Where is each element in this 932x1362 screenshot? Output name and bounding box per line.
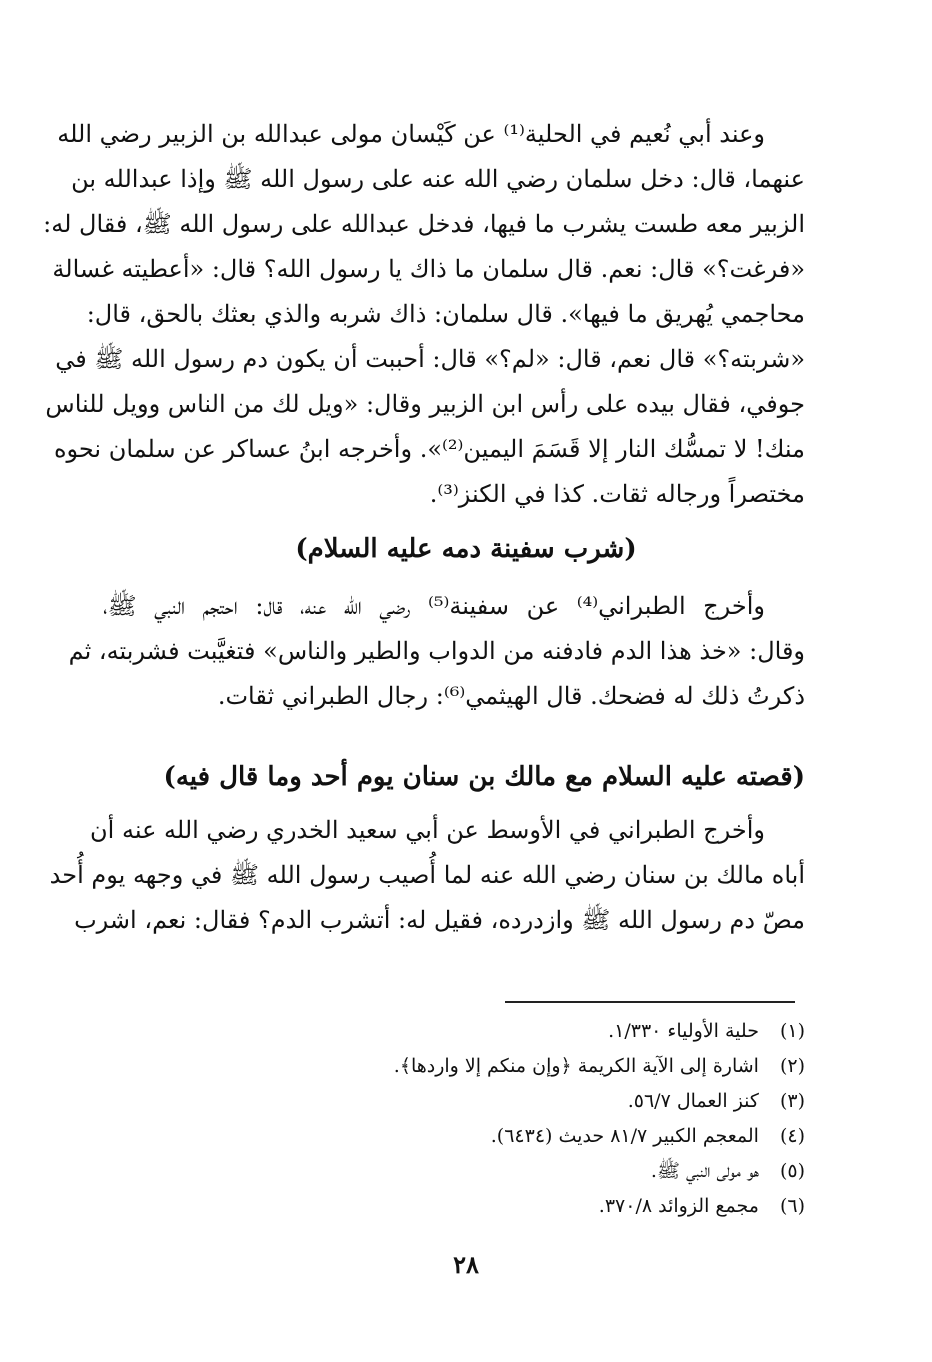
- paragraph-safina: [68, 584, 805, 719]
- text-line: ذكرتُ ذلك له فضحك. قال الهيثمي⁽⁶⁾: رجال الطبراني ثقات.: [217, 682, 805, 710]
- footnote-text: هو مولى النبي ﷺ.: [650, 1160, 759, 1182]
- paragraph-malik: [49, 808, 805, 943]
- footnote-item: [300, 1014, 805, 1049]
- footnote-text: المعجم الكبير ٨١/٧ حديث (٦٤٣٤).: [490, 1125, 759, 1147]
- page-number: ٢٨: [453, 1250, 479, 1279]
- footnote-text: اشارة إلى الآية الكريمة ﴿وإن منكم إلا واردها﴾.: [393, 1055, 759, 1077]
- footnotes: [300, 1014, 805, 1224]
- section-heading-safina: (شرب سفينة دمه عليه السلام): [295, 534, 637, 564]
- text-line: جوفي، فقال بيده على رأس ابن الزبير وقال: «ويل لك من الناس وويل للناس: [45, 390, 805, 418]
- footnote-number: (٦): [779, 1195, 805, 1217]
- paragraph-salman: [43, 112, 805, 517]
- footnote-number: (٤): [779, 1125, 805, 1147]
- footnote-item: [300, 1189, 805, 1224]
- text-line: «شربته؟» قال نعم، قال: «لم؟» قال: أحببت أن يكون دم رسول الله ﷺ في: [55, 345, 805, 373]
- footnote-item: [300, 1119, 805, 1154]
- footnote-number: (٢): [779, 1055, 805, 1077]
- text-line: مصّ دم رسول الله ﷺ وازدرده، فقيل له: أتشرب الدم؟ فقال: نعم، اشرب: [74, 906, 805, 934]
- text-line: عنهما، قال: دخل سلمان رضي الله عنه على رسول الله ﷺ وإذا عبدالله بن: [71, 165, 805, 193]
- text-line: وقال: «خذ هذا الدم فادفنه من الدواب والطير والناس» فتغيَّبت فشربته، ثم: [68, 637, 805, 665]
- text-line: وأخرج الطبراني في الأوسط عن أبي سعيد الخدري رضي الله عنه أن: [90, 816, 765, 844]
- text-line: «فرغت؟» قال: نعم. قال سلمان ما ذاك يا رسول الله؟ قال: «أعطيته غسالة: [52, 255, 805, 283]
- footnote-item: [300, 1154, 805, 1189]
- footnote-text: حلية الأولياء ١/٣٣٠.: [608, 1020, 759, 1042]
- text-line: محاجمي يُهريق ما فيها». قال سلمان: ذاك شربه والذي بعثك بالحق، قال:: [86, 300, 805, 328]
- text-line: مختصراً ورجاله ثقات. كذا في الكنز⁽³⁾.: [429, 480, 805, 508]
- text-line: الزبير معه طست يشرب ما فيها، فدخل عبدالله على رسول الله ﷺ، فقال له:: [43, 210, 805, 238]
- text-line: وأخرج الطبراني⁽⁴⁾ عن سفينة⁽⁵⁾ رضي الله عنه، قال: احتجم النبي ﷺ،: [103, 592, 765, 620]
- footnote-number: (٣): [779, 1090, 805, 1112]
- text-line: أباه مالك بن سنان رضي الله عنه لما أُصيب رسول الله ﷺ في وجهه يوم أُحد: [49, 861, 805, 889]
- footnote-item: [300, 1049, 805, 1084]
- footnote-number: (١): [779, 1020, 805, 1042]
- footnote-number: (٥): [779, 1160, 805, 1182]
- footnote-separator: [505, 1001, 795, 1003]
- section-heading-malik: (قصته عليه السلام مع مالك بن سنان يوم أحد وما قال فيه): [163, 762, 805, 792]
- text-line: وعند أبي نُعيم في الحلية⁽¹⁾ عن كَيْسان مولى عبدالله بن الزبير رضي الله: [57, 120, 765, 148]
- text-line: منك! لا تمسُّك النار إلا قَسَمَ اليمين⁽²⁾». وأخرجه ابنُ عساكر عن سلمان نحوه: [53, 435, 805, 463]
- footnote-text: مجمع الزوائد ٣٧٠/٨.: [598, 1195, 759, 1217]
- footnote-item: [300, 1084, 805, 1119]
- footnote-text: كنز العمال ٥٦/٧.: [627, 1090, 759, 1112]
